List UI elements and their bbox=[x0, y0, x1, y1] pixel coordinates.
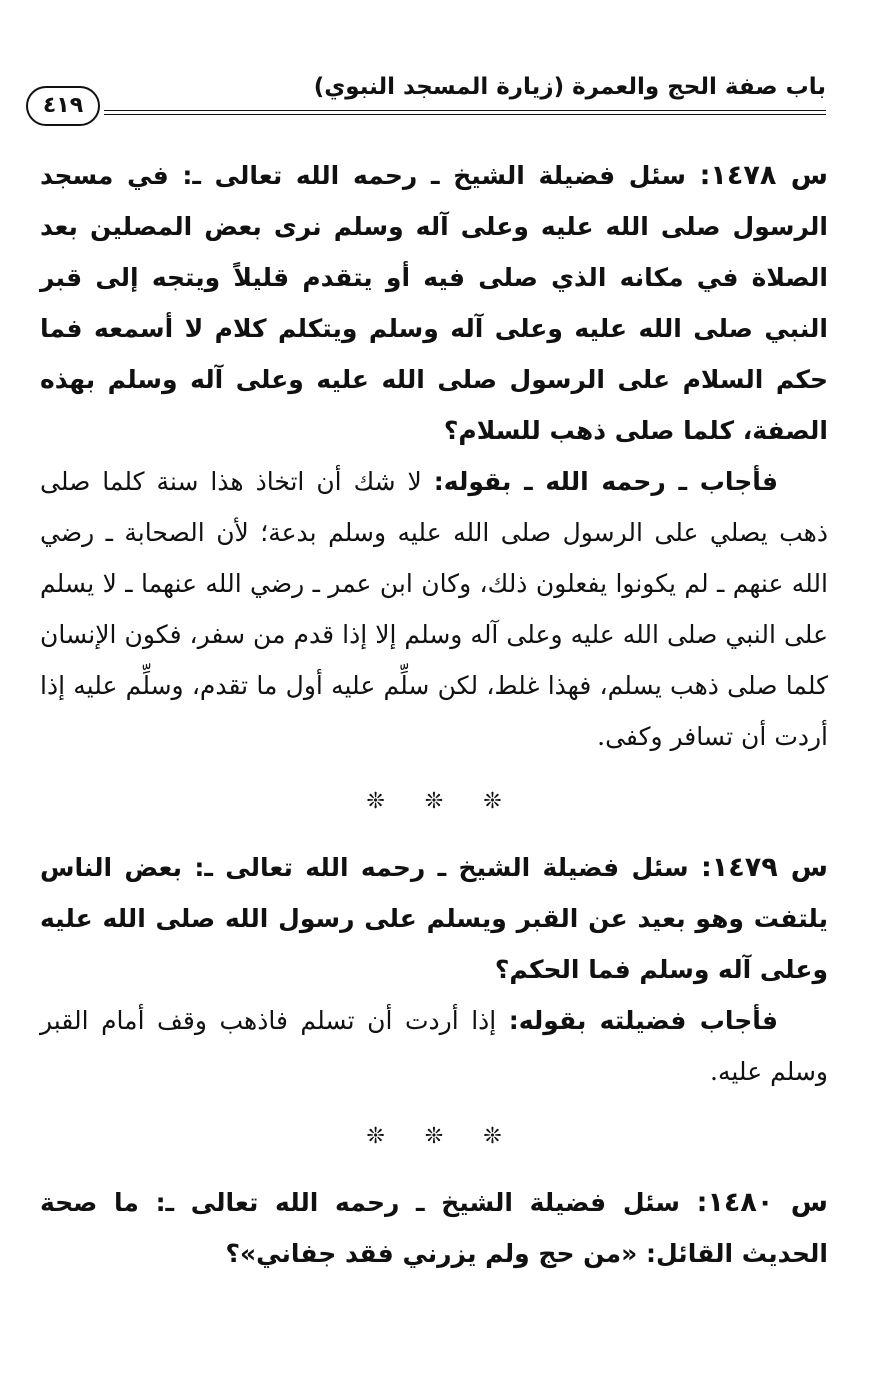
question-label: س ١٤٨٠: bbox=[696, 1187, 828, 1218]
page-number: ٤١٩ bbox=[26, 86, 100, 126]
section-separator bbox=[40, 1101, 828, 1173]
answer-lead: فأجاب ـ رحمه الله ـ بقوله: bbox=[433, 467, 778, 496]
page-header bbox=[26, 72, 826, 128]
chapter-title: باب صفة الحج والعمرة (زيارة المسجد النبوي) bbox=[313, 74, 826, 100]
answer-1478 bbox=[40, 456, 828, 762]
question-text: سئل فضيلة الشيخ ـ رحمه الله تعالى ـ: ما صحة الحديث القائل: «من حج ولم يزرني فقد جفاني»؟ bbox=[40, 1188, 828, 1268]
asterism-icon: ❊ bbox=[424, 789, 444, 814]
asterism-icon: ❊ bbox=[366, 789, 385, 814]
answer-lead: فأجاب فضيلته بقوله: bbox=[508, 1006, 778, 1035]
question-1478 bbox=[40, 150, 828, 456]
answer-1479 bbox=[40, 995, 828, 1097]
page-content bbox=[40, 150, 828, 1279]
question-1479 bbox=[40, 842, 828, 995]
asterism-icon: ❊ bbox=[483, 789, 502, 814]
answer-text: إذا أردت أن تسلم فاذهب وقف أمام القبر وسلم عليه. bbox=[40, 1006, 828, 1086]
question-text: سئل فضيلة الشيخ ـ رحمه الله تعالى ـ: بعض الناس يلتفت وهو بعيد عن القبر ويسلم على رسول الله صلى الله عليه وعلى آله وسلم فما الحكم؟ bbox=[40, 853, 828, 984]
question-label: س ١٤٧٨: bbox=[699, 160, 828, 191]
header-rule bbox=[104, 110, 826, 115]
asterism-icon: ❊ bbox=[424, 1124, 444, 1149]
asterism-icon: ❊ bbox=[483, 1124, 502, 1149]
asterism-icon: ❊ bbox=[366, 1124, 385, 1149]
question-text: سئل فضيلة الشيخ ـ رحمه الله تعالى ـ: في مسجد الرسول صلى الله عليه وعلى آله وسلم نرى بعض المصلين بعد الصلاة في مكانه الذي صلى فيه أو يتقدم قليلاً ويتجه إلى قبر النبي صلى الله عليه وعلى آله وسلم ويتكلم كلام لا أسمعه فما حكم السلام على الرسول صلى الله عليه وعلى آله وسلم بهذه الصفة، كلما صلى ذهب للسلام؟ bbox=[40, 161, 828, 445]
section-separator bbox=[40, 766, 828, 838]
question-label: س ١٤٧٩: bbox=[700, 852, 828, 883]
question-1480 bbox=[40, 1177, 828, 1279]
answer-text: لا شك أن اتخاذ هذا سنة كلما صلى ذهب يصلي على الرسول صلى الله عليه وسلم بدعة؛ لأن الصحابة ـ رضي الله عنهم ـ لم يكونوا يفعلون ذلك، وكان ابن عمر ـ رضي الله عنهما ـ لا يسلم على النبي صلى الله عليه وعلى آله وسلم إلا إذا قدم من سفر، فكون الإنسان كلما صلى ذهب يسلم، فهذا غلط، لكن سلِّم عليه أول ما تقدم، وسلِّم عليه إذا أردت أن تسافر وكفى. bbox=[40, 467, 828, 751]
